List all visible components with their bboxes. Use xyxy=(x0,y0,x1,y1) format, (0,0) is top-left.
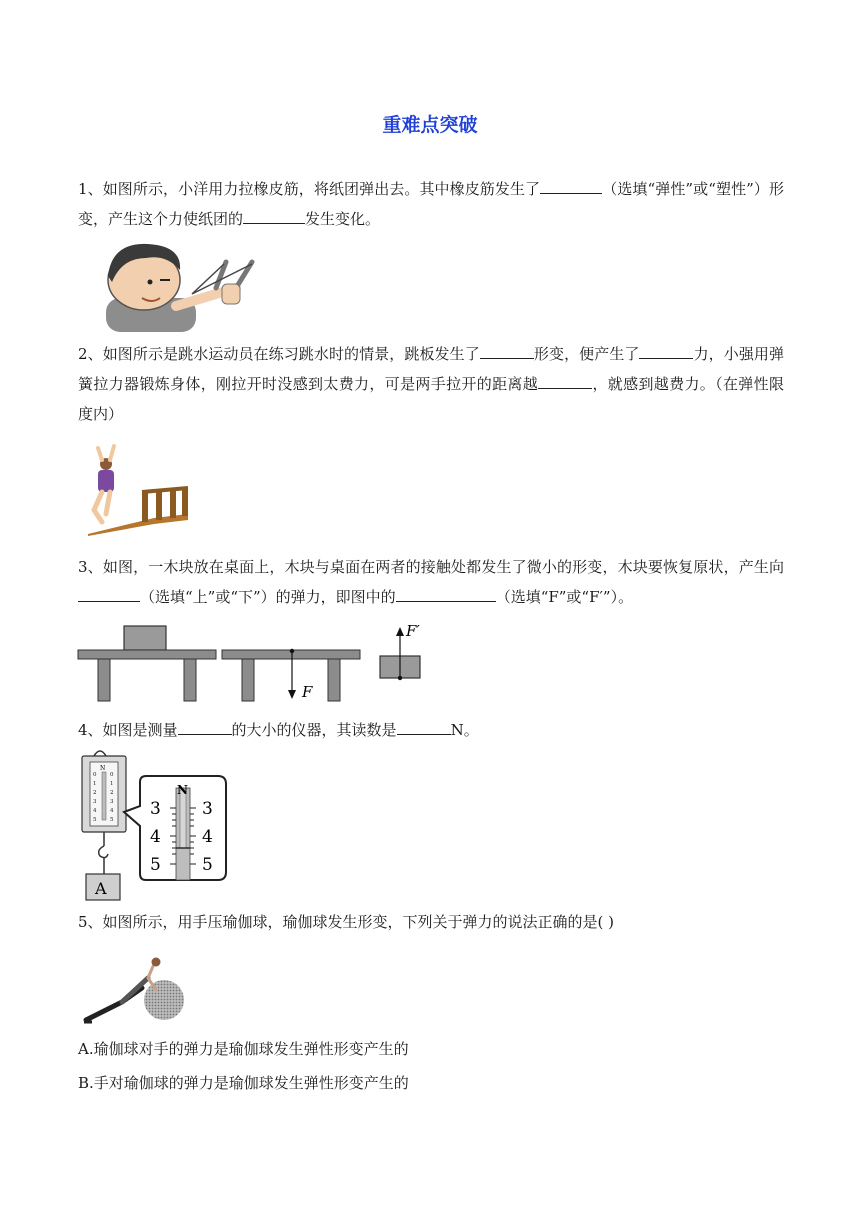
force-fprime-label: F′ xyxy=(406,622,420,640)
q4-text-1: 4、如图是测量 xyxy=(78,721,178,739)
small-tick-label-2: 2 xyxy=(93,790,97,796)
q3-blank-2[interactable] xyxy=(396,585,496,602)
q2-text-4: ，就感到越费力。（在弹性限度内） xyxy=(78,375,784,423)
q2-blank-1[interactable] xyxy=(480,342,534,359)
small-tick-label-4: 4 xyxy=(93,808,97,814)
small-tick-label-0: 0 xyxy=(93,772,97,778)
q2-blank-3[interactable] xyxy=(538,372,592,389)
small-tick-label-1: 1 xyxy=(93,781,97,787)
scale-right-tick-3: 3 xyxy=(202,799,213,819)
q2-text-2: 形变，便产生了 xyxy=(533,345,640,363)
yoga-ball-figure xyxy=(82,950,184,1024)
q4-blank-2[interactable] xyxy=(397,718,451,735)
question-1 xyxy=(78,174,784,234)
small-tick-label-r4: 4 xyxy=(110,808,114,814)
q3-text-1: 3、如图，一木块放在桌面上，木块与桌面在两者的接触处都发生了微小的形变，木块要恢复原状，产生向 xyxy=(78,558,784,576)
q2-text-3: 力，小强用弹簧拉力器锻炼身体，刚拉开时没感到太费力，可是两手拉开的距离越 xyxy=(78,345,784,393)
option-a[interactable]: A.瑜伽球对手的弹力是瑜伽球发生弹性形变产生的 xyxy=(78,1040,409,1058)
q1-text-3: 发生变化。 xyxy=(305,210,381,228)
spring-scale-figure xyxy=(78,746,238,902)
question-2 xyxy=(78,339,784,429)
q3-text-3: （选填“F”或“F′”）。 xyxy=(495,588,634,606)
q4-text-2: 的大小的仪器，其读数是 xyxy=(231,721,397,739)
slingshot-boy-figure xyxy=(96,240,256,332)
q3-text-2: （选填“上”或“下”）的弹力，即图中的 xyxy=(140,588,396,606)
q4-blank-1[interactable] xyxy=(178,718,232,735)
scale-left-tick-5: 5 xyxy=(150,855,161,875)
small-tick-label-r5: 5 xyxy=(110,817,114,823)
diving-board-figure xyxy=(84,444,194,536)
scale-small-unit: N xyxy=(100,765,106,772)
option-b[interactable]: B.手对瑜伽球的弹力是瑜伽球发生弹性形变产生的 xyxy=(78,1074,409,1092)
small-tick-label-r0: 0 xyxy=(110,772,114,778)
scale-right-tick-5: 5 xyxy=(202,855,213,875)
question-3 xyxy=(78,552,784,612)
q3-blank-1[interactable] xyxy=(78,585,140,602)
q1-text-2: （选填“弹性”或“塑性”）形变，产生这个力使纸团的 xyxy=(78,180,785,228)
force-f-label: F xyxy=(302,683,313,701)
scale-unit-label: N xyxy=(177,783,188,797)
small-tick-label-r1: 1 xyxy=(110,781,114,787)
q1-blank-1[interactable] xyxy=(540,177,602,194)
q1-text-1: 1、如图所示，小洋用力拉橡皮筋，将纸团弹出去。其中橡皮筋发生了 xyxy=(78,180,541,198)
scale-left-tick-3: 3 xyxy=(150,799,161,819)
block-free-body-figure xyxy=(374,620,444,684)
small-tick-label-3: 3 xyxy=(93,799,97,805)
small-tick-label-5: 5 xyxy=(93,817,97,823)
q2-text-1: 2、如图所示是跳水运动员在练习跳水时的情景，跳板发生了 xyxy=(78,345,480,363)
q4-text-3: N。 xyxy=(450,721,479,739)
scale-right-tick-4: 4 xyxy=(202,827,213,847)
page-title: 重难点突破 xyxy=(382,114,478,136)
q2-blank-2[interactable] xyxy=(639,342,693,359)
small-tick-label-r2: 2 xyxy=(110,790,114,796)
question-4 xyxy=(78,715,784,745)
question-5 xyxy=(78,907,784,937)
block-a-label: A xyxy=(95,879,107,898)
scale-left-tick-4: 4 xyxy=(150,827,161,847)
q1-blank-2[interactable] xyxy=(243,207,305,224)
q5-stem: 5、如图所示，用手压瑜伽球，瑜伽球发生形变，下列关于弹力的说法正确的是( ) xyxy=(78,913,615,931)
small-tick-label-r3: 3 xyxy=(110,799,114,805)
